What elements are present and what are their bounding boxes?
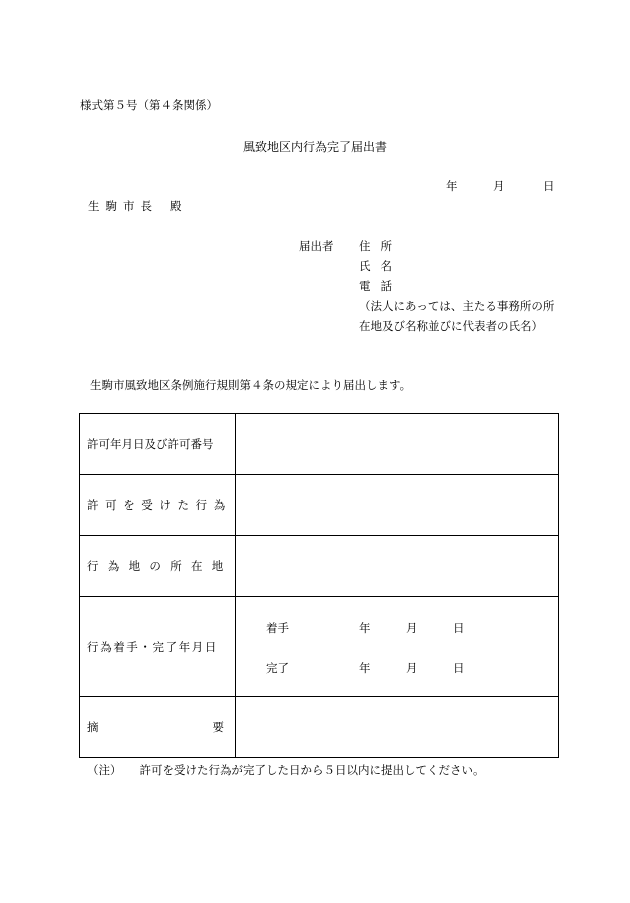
permit-date-number-label: 許可年月日及び許可番号	[80, 414, 236, 475]
addressee-name: 生駒市長	[88, 199, 158, 213]
start-month-label: 月	[406, 621, 418, 635]
table-row	[80, 414, 559, 475]
document-title: 風致地区内行為完了届出書	[242, 140, 387, 154]
phone-label: 電話	[359, 279, 402, 293]
end-day-label: 日	[453, 661, 465, 675]
end-year-label: 年	[359, 661, 371, 675]
corporation-note-line2: 在地及び名称並びに代表者の氏名）	[359, 319, 543, 333]
table-row	[80, 475, 559, 536]
permitted-act-field[interactable]	[236, 475, 559, 536]
start-end-date-field[interactable]	[236, 597, 559, 697]
start-end-date-label: 行為着手・完了年月日	[80, 597, 236, 697]
year-label: 年	[446, 179, 458, 193]
act-location-label: 行為地の所在地	[80, 536, 236, 597]
address-label: 住所	[359, 239, 402, 253]
form-number: 様式第５号（第４条関係）	[80, 98, 218, 112]
start-label: 着手	[266, 621, 289, 635]
start-day-label: 日	[453, 621, 465, 635]
notifier-label: 届出者	[299, 239, 334, 253]
table-row	[80, 597, 559, 697]
name-label: 氏名	[359, 259, 402, 273]
addressee-honorific: 殿	[170, 199, 188, 213]
month-label: 月	[493, 179, 505, 193]
end-month-label: 月	[406, 661, 418, 675]
statement: 生駒市風致地区条例施行規則第４条の規定により届出します。	[90, 378, 412, 392]
day-label: 日	[543, 179, 555, 193]
corporation-note-line1: （法人にあっては、主たる事務所の所	[359, 299, 555, 313]
remarks-field[interactable]	[236, 697, 559, 758]
footnote	[87, 762, 485, 778]
footnote-text: 許可を受けた行為が完了した日から５日以内に提出してください。	[139, 763, 485, 777]
act-location-field[interactable]	[236, 536, 559, 597]
remarks-label: 摘 要	[80, 697, 236, 758]
table-row	[80, 536, 559, 597]
start-year-label: 年	[359, 621, 371, 635]
submission-date	[446, 178, 555, 194]
end-label: 完了	[266, 661, 289, 675]
addressee	[88, 198, 188, 214]
table-row	[80, 697, 559, 758]
start-date-line	[266, 620, 465, 636]
footnote-prefix: （注）	[87, 763, 122, 777]
permit-date-number-field[interactable]	[236, 414, 559, 475]
end-date-line	[266, 660, 465, 676]
form-table	[79, 413, 559, 758]
permitted-act-label: 許可を受けた行為	[80, 475, 236, 536]
